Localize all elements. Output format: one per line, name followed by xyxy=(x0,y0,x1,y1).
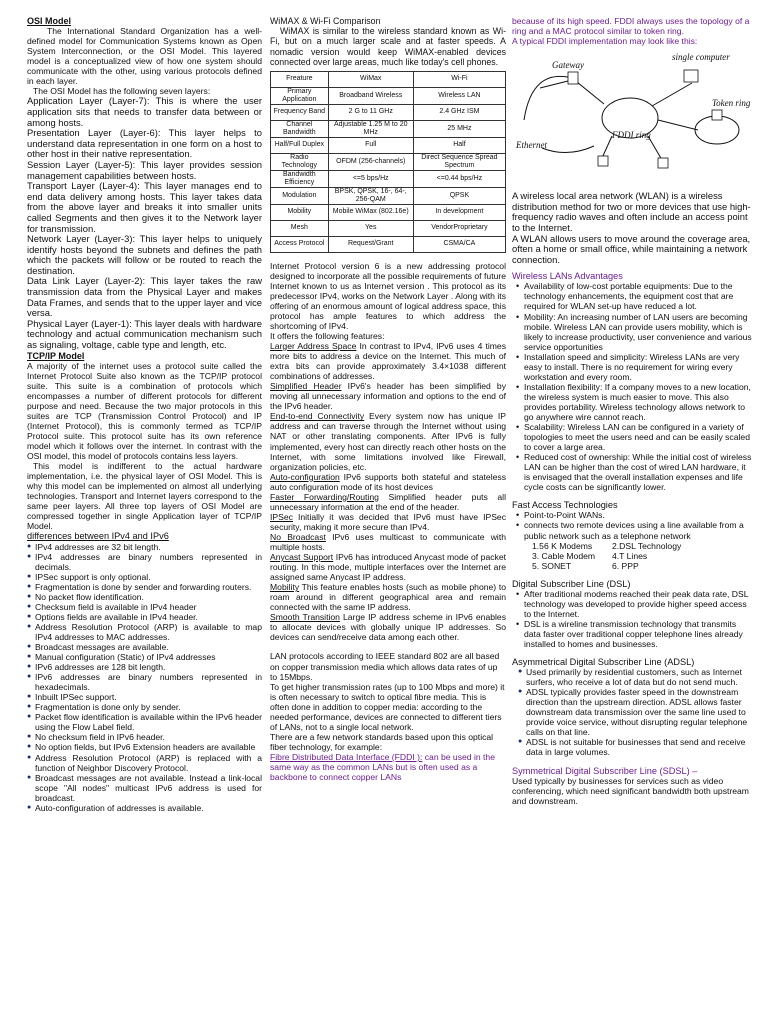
computer-link xyxy=(652,83,692,106)
list-item: ● No checksum field in IPv6 header. xyxy=(35,732,262,742)
grid-cell: 4.T Lines xyxy=(612,550,648,561)
table-row xyxy=(271,120,506,137)
table-cell: Channel Bandwidth xyxy=(271,120,329,137)
list-item: • After traditional modems reached their peak data rate, DSL technology was developed to provide higher speed access to the Internet. xyxy=(524,589,752,619)
column-right xyxy=(512,16,752,806)
list-item: ● Inbuilt IPSec support. xyxy=(35,692,262,702)
fddi-paragraph xyxy=(270,752,506,782)
table-cell: Radio Technology xyxy=(271,153,329,170)
table-header: Freature xyxy=(271,71,329,87)
table-cell: Access Protocol xyxy=(271,236,329,252)
table-row xyxy=(271,170,506,187)
table-cell: Half xyxy=(413,137,505,153)
fddi-text: can be used in the same way as the common LANs but is often used as a backbone to connect copper LANs xyxy=(270,751,495,783)
table-cell: OFDM (256-channels) xyxy=(328,153,413,170)
list-item: • Mobility: An increasing number of LAN users are becoming mobile. Wireless LAN can provide users mobility, which is likely to increase productivity, user convenience and various service opportunities xyxy=(524,312,752,352)
grid-cell: 3. Cable Modem xyxy=(532,550,596,561)
table-row xyxy=(271,104,506,120)
table-header: Wi-Fi xyxy=(413,71,505,87)
list-item: ● Broadcast messages are not available. Instead a link-local scope "All nodes" multicast IPv6 address is used for broadcast. xyxy=(35,773,262,803)
column-left xyxy=(27,16,262,813)
list-item: • Installation speed and simplicity: Wireless LANs are very easy to install. There is no requirement for wiring every workstation and every room. xyxy=(524,352,752,382)
token-ring-link xyxy=(658,120,698,130)
table-cell: Mesh xyxy=(271,220,329,236)
table-cell: BPSK, QPSK, 16-, 64-, 256-QAM xyxy=(328,187,413,204)
fddi-link[interactable]: Fibre Distributed Data Interface (FDDI ): xyxy=(270,751,423,762)
ipv6-feature xyxy=(270,341,506,381)
grid-cell: 2.DSL Technology xyxy=(612,540,682,551)
list-item: • Reduced cost of ownership: While the initial cost of wireless LAN can be higher than the cost of wired LAN hardware, it is envisaged that the overall installation expenses and life cycle costs can be significantly lower. xyxy=(524,452,752,492)
list-item: ● IPSec support is only optional. xyxy=(35,572,262,582)
ipv6-feature xyxy=(270,552,506,582)
list-item: • Point-to-Point WANs. xyxy=(524,510,752,520)
lower-link-1 xyxy=(602,136,612,158)
table-cell: VendorProprietary xyxy=(413,220,505,236)
list-item: ● IPv4 addresses are 32 bit length. xyxy=(35,542,262,552)
list-item: ● Broadcast messages are available. xyxy=(35,642,262,652)
fat-heading: Fast Access Technologies xyxy=(512,500,618,511)
feature-text: In contrast to IPv4, IPv6 uses 4 times more bits to address a device on the Internet. This much of extra bits can provide approximately 3.4×1038 different combinations of addresses. xyxy=(270,341,507,382)
ipv6-feature xyxy=(270,411,506,471)
wlan-p2: A WLAN allows users to move around the coverage area, often a home or small office, while maintaining a network connection. xyxy=(512,232,751,265)
grid-cell: 6. PPP xyxy=(612,560,639,571)
list-item: ● No option fields, but IPv6 Extension headers are available xyxy=(35,742,262,752)
table-cell: CSMA/CA xyxy=(413,236,505,252)
table-row xyxy=(271,87,506,104)
layer-4: Transport Layer (Layer-4): This layer manages end to end data delivery among hosts. This layer takes data from the above layer and breaks it into smaller units called Segments and then gives it to the Network layer for transmission. xyxy=(27,180,262,234)
table-cell: Request/Grant xyxy=(328,236,413,252)
tcp-heading: TCP/IP Model xyxy=(27,350,85,361)
fddi-typical: A typical FDDI implementation may look like this: xyxy=(512,36,698,47)
token-ring-label: Token ring xyxy=(712,98,751,109)
diff-list xyxy=(27,542,262,813)
layer-5: Session Layer (Layer-5): This layer provides session management capabilities between hosts. xyxy=(27,158,262,181)
feature-text: Every system now has unique IP address and can traverse through the Internet without using NAT or other translating components. After IPv6 is fully implemented, every host can directly reach other hosts on the Internet, with some limitations involved like Firewall, organization policies, etc. xyxy=(270,411,507,472)
tcp-p1: A majority of the internet uses a protocol suite called the Internet Protocol Suite also known as the TCP/IP protocol suite. This suite is a combination of protocols which encompasses a number of different protocols for different purpose and need. Because the two major protocols in this suites are TCP (Transmission Control Protocol) and IP (Internet Protocol), this is commonly termed as TCP/IP Protocol suite. This protocol suite has its own reference model which it follows over the internet. In contrast with the OSI model, this model of protocols contains less layers. xyxy=(27,360,262,462)
sdsl-text: Used typically by businesses for services such as video conferencing, which need significant bandwidth both upstream and downstream. xyxy=(512,775,749,806)
table-cell: Adjustable 1.25 M to 20 MHz xyxy=(328,120,413,137)
list-item: ● Fragmentation is done only by sender. xyxy=(35,702,262,712)
ipv6-feature xyxy=(270,472,506,492)
table-cell: Broadband Wireless xyxy=(328,87,413,104)
list-item: ● ADSL is not suitable for businesses that send and receive data in large volumes. xyxy=(526,737,752,757)
table-row xyxy=(271,187,506,204)
feature-text: IPv6 has introduced Anycast mode of packet routing. In this mode, multiple interfaces over the Internet are assigned same Anycast IP address. xyxy=(270,552,506,583)
table-cell: Primary Application xyxy=(271,87,329,104)
table-body xyxy=(271,87,506,252)
lan-p1: LAN protocols according to IEEE standard 802 are all based on copper transmission media which allows data rates of up to 15Mbps. xyxy=(270,651,500,682)
table-cell: <=0.44 bps/Hz xyxy=(413,170,505,187)
table-cell: Modulation xyxy=(271,187,329,204)
gateway-box xyxy=(568,72,578,84)
list-item: ● Used primarily by residential customers, such as Internet surfers, who receive a lot of data but do not send much. xyxy=(526,667,752,687)
ipv6-features xyxy=(270,341,506,642)
table-cell: Direct Sequence Spread Spectrum xyxy=(413,153,505,170)
fat-list xyxy=(512,510,752,540)
feature-text: IPv6 supports both stateful and stateless auto configuration mode of its host devices xyxy=(270,471,506,492)
table-cell: 2 G to 11 GHz xyxy=(328,104,413,120)
node-icon xyxy=(712,110,722,120)
feature-text: This feature enables hosts (such as mobile phone) to roam around in different geographical area and remain connected with the same IP address. xyxy=(270,582,506,613)
ipv6-feature xyxy=(270,582,506,612)
feature-term: Faster Forwarding/Routing xyxy=(270,491,379,502)
layer-3: Network Layer (Layer-3): This layer helps to uniquely identify hosts beyond the subnets and defines the path which the packets will follow or be routed to reach the destination. xyxy=(27,233,262,276)
feature-term: Larger Address Space xyxy=(270,341,357,352)
node-icon xyxy=(598,156,608,166)
grid-cell: 5. SONET xyxy=(532,560,572,571)
table-cell: Wireless LAN xyxy=(413,87,505,104)
list-item: • DSL is a wireline transmission technology that transmits data faster over traditional copper telephone lines already installed to homes and businesses. xyxy=(524,619,752,649)
ipv6-feature xyxy=(270,381,506,411)
list-item: ● IPv6 addresses are binary numbers represented in hexadecimals. xyxy=(35,672,262,692)
table-cell: QPSK xyxy=(413,187,505,204)
table-cell: Frequency Band xyxy=(271,104,329,120)
feature-text: Large IP address scheme in IPv6 enables to allocate devices with globally unique IP addresses. So devices can send/receive data among each other. xyxy=(270,612,507,643)
layer-2: Data Link Layer (Layer-2): This layer takes the raw transmission data from the Physical Layer and makes Data Frames, and sends that to the upper layer and vice versa. xyxy=(27,275,262,319)
adsl-heading: Asymmetrical Digital Subscriber Line (ADSL) xyxy=(512,657,695,668)
table-row xyxy=(271,220,506,236)
table-cell: Bandwidth Efficiency xyxy=(271,170,329,187)
list-item: ● Options fields are available in IPv4 header. xyxy=(35,612,262,622)
table-row xyxy=(271,204,506,220)
list-item: • connects two remote devices using a line available from a public network such as a telephone network xyxy=(524,520,752,540)
lan-p3: There are a few network standards based upon this optical fiber technology, for example: xyxy=(270,731,494,752)
advantages-list xyxy=(512,281,752,492)
feature-term: IPSec xyxy=(270,511,293,522)
fddi-cont: because of its high speed. FDDI always uses the topology of a ring and a MAC protocol similar to token ring. xyxy=(512,16,750,37)
list-item: ● IPv6 addresses are 128 bit length. xyxy=(35,662,262,672)
grid-cell: 1.56 K Modems xyxy=(532,540,593,551)
adv-heading: Wireless LANs Advantages xyxy=(512,271,623,282)
list-item: • Scalability: Wireless LAN can be configured in a variety of topologies to meet the users need and can be easily scaled to cover a large area. xyxy=(524,422,752,452)
table-cell: Half/Full Duplex xyxy=(271,137,329,153)
list-item: ● No packet flow identification. xyxy=(35,592,262,602)
layer-7: Application Layer (Layer-7): This is where the user application sits that needs to transfer data between or among hosts. xyxy=(27,95,262,128)
adsl-list xyxy=(512,667,752,757)
table-cell: In development xyxy=(413,204,505,220)
feature-term: Anycast Support xyxy=(270,552,334,563)
osi-intro: The International Standard Organization has a well-defined model for Communication Systems known as Open System Interconnection, or the OSI Model. This layered model is a conceptualized view of how one system should communicate with the other, using various protocols defined in each layer. xyxy=(27,26,262,87)
tcp-p2: This model is indifferent to the actual hardware implementation, i.e. the physical layer of OSI Model. This is why this model can be implemented on almost all underlying technologies. Transport and Internet layers correspond to the same peer layers. All three top layers of OSI Model are compressed together in single Application layer of TCP/IP Model. xyxy=(27,461,262,532)
feature-text: IPv6 uses multicast to communicate with multiple hosts. xyxy=(270,531,506,552)
osi-layers xyxy=(27,96,262,350)
column-middle xyxy=(270,16,506,782)
feature-term: Mobility xyxy=(270,582,300,593)
feature-text: Initially it was decided that IPv6 must have IPSec security, making it more secure than IPv4. xyxy=(270,511,506,532)
layer-1: Physical Layer (Layer-1): This layer deals with hardware technology and actual communication mechanism such as signaling, voltage, cable type and length, etc. xyxy=(27,317,262,351)
single-computer-label: single computer xyxy=(672,52,730,63)
list-item: ● Auto-configuration of addresses is available. xyxy=(35,803,262,813)
osi-layers-intro: The OSI Model has the following seven layers: xyxy=(33,86,211,97)
wimax-intro: WiMAX is similar to the wireless standard known as Wi-Fi, but on a much larger scale and at faster speeds. A nomadic version would keep WiMAX-enabled devices connected over large areas, much like today's cell phones. xyxy=(270,26,506,68)
wimax-wifi-table xyxy=(270,71,506,253)
list-item: ● Manual configuration (Static) of IPv4 addresses xyxy=(35,652,262,662)
node-icon xyxy=(658,158,668,168)
ethernet-line xyxy=(524,77,604,121)
ipv6-feature xyxy=(270,612,506,642)
wlan-p1: A wireless local area network (WLAN) is a wireless distribution method for two or more devices that use high-frequency radio waves and often include an access point to the Internet. xyxy=(512,190,751,233)
computer-icon xyxy=(684,70,698,82)
feature-term: Smooth Transition xyxy=(270,612,340,623)
list-item: ● ADSL typically provides faster speed in the downstream direction than the upstream direction. ADSL allows faster downstream data transmission over the same line used to provide voice service, without disrupting regular telephone calls on that line. xyxy=(526,687,752,737)
feature-text: Simplified header puts all unnecessary information at the end of the header. xyxy=(270,491,506,512)
features-intro: It offers the following features: xyxy=(270,331,385,341)
table-cell: 25 MHz xyxy=(413,120,505,137)
layer-6: Presentation Layer (Layer-6): This layer helps to understand data representation in one form on a host to other host in their native representation. xyxy=(27,127,262,160)
gateway-pointer xyxy=(540,80,572,88)
list-item: ● Address Resolution Protocol (ARP) is available to map IPv4 addresses to MAC addresses. xyxy=(35,622,262,642)
ethernet-label: Ethernet xyxy=(516,140,547,151)
table-cell: Mobile WiMax (802.16e) xyxy=(328,204,413,220)
diff-heading: differences between IPv4 and IPv6 xyxy=(27,531,169,542)
list-item: ● Packet flow identification is available within the IPv6 header using the Flow Label field. xyxy=(35,712,262,732)
list-item: ● Checksum field is available in IPv4 header xyxy=(35,602,262,612)
fddi-ring-label: FDDI ring xyxy=(612,130,651,141)
osi-heading: OSI Model xyxy=(27,16,72,26)
table-cell: <=5 bps/Hz xyxy=(328,170,413,187)
wimax-title: WiMAX & Wi-Fi Comparison xyxy=(270,16,381,26)
feature-text: IPv6's header has been simplified by moving all unnecessary information and options to the end of the IPv6 header. xyxy=(270,381,507,412)
ipv6-feature xyxy=(270,512,506,532)
list-item: • Installation flexibility: If a company moves to a new location, the wireless system is much easier to move. This also provides portability. Wireless technology allows network to go anywhere wire cannot reach. xyxy=(524,382,752,422)
gateway-label: Gateway xyxy=(552,60,584,71)
table-row xyxy=(271,236,506,252)
ipv6-feature xyxy=(270,532,506,552)
list-item: ● Fragmentation is done by sender and forwarding routers. xyxy=(35,582,262,592)
dsl-list xyxy=(512,589,752,649)
ethernet-curve xyxy=(542,146,594,153)
table-cell: Yes xyxy=(328,220,413,236)
feature-term: No Broadcast xyxy=(270,531,326,542)
table-cell: 2.4 GHz ISM xyxy=(413,104,505,120)
feature-term: End-to-end Connectivity xyxy=(270,411,365,422)
table-row xyxy=(271,137,506,153)
table-header: WiMax xyxy=(328,71,413,87)
list-item: • Availability of low-cost portable equipments: Due to the technology enhancements, the equipment cost that are required for WLAN set-up have reduced a lot. xyxy=(524,281,752,311)
list-item: ● Address Resolution Protocol (ARP) is replaced with a function of Neighbor Discovery Protocol. xyxy=(35,753,262,773)
table-cell: Full xyxy=(328,137,413,153)
table-row xyxy=(271,153,506,170)
lan-p2: To get higher transmission rates (up to 100 Mbps and more) it is often necessary to switch to optical fibre media. This is often done in addition to copper media: according to the needed performance, devices are connected to different tiers of LANs, not to a single local network. xyxy=(270,681,505,732)
feature-term: Simplified Header xyxy=(270,381,342,392)
sdsl-heading: Symmetrical Digital Subscriber Line (SDSL) – xyxy=(512,765,698,776)
ipv6-feature xyxy=(270,492,506,512)
ipv6-intro: Internet Protocol version 6 is a new addressing protocol designed to incorporate all the possible requirements of future Internet known to us as Internet version . This protocol as its predecessor IPv4, works on the Network Layer . Along with its offering of an enormous amount of logical address space, this protocol has ample features to which address the shortcoming of IPv4. xyxy=(270,260,506,331)
list-item: ● IPv4 addresses are binary numbers represented in decimals. xyxy=(35,552,262,572)
dsl-heading: Digital Subscriber Line (DSL) xyxy=(512,578,631,589)
table-cell: Mobility xyxy=(271,204,329,220)
fat-grid xyxy=(512,541,752,571)
fddi-diagram xyxy=(512,48,752,183)
feature-term: Auto-configuration xyxy=(270,471,340,482)
